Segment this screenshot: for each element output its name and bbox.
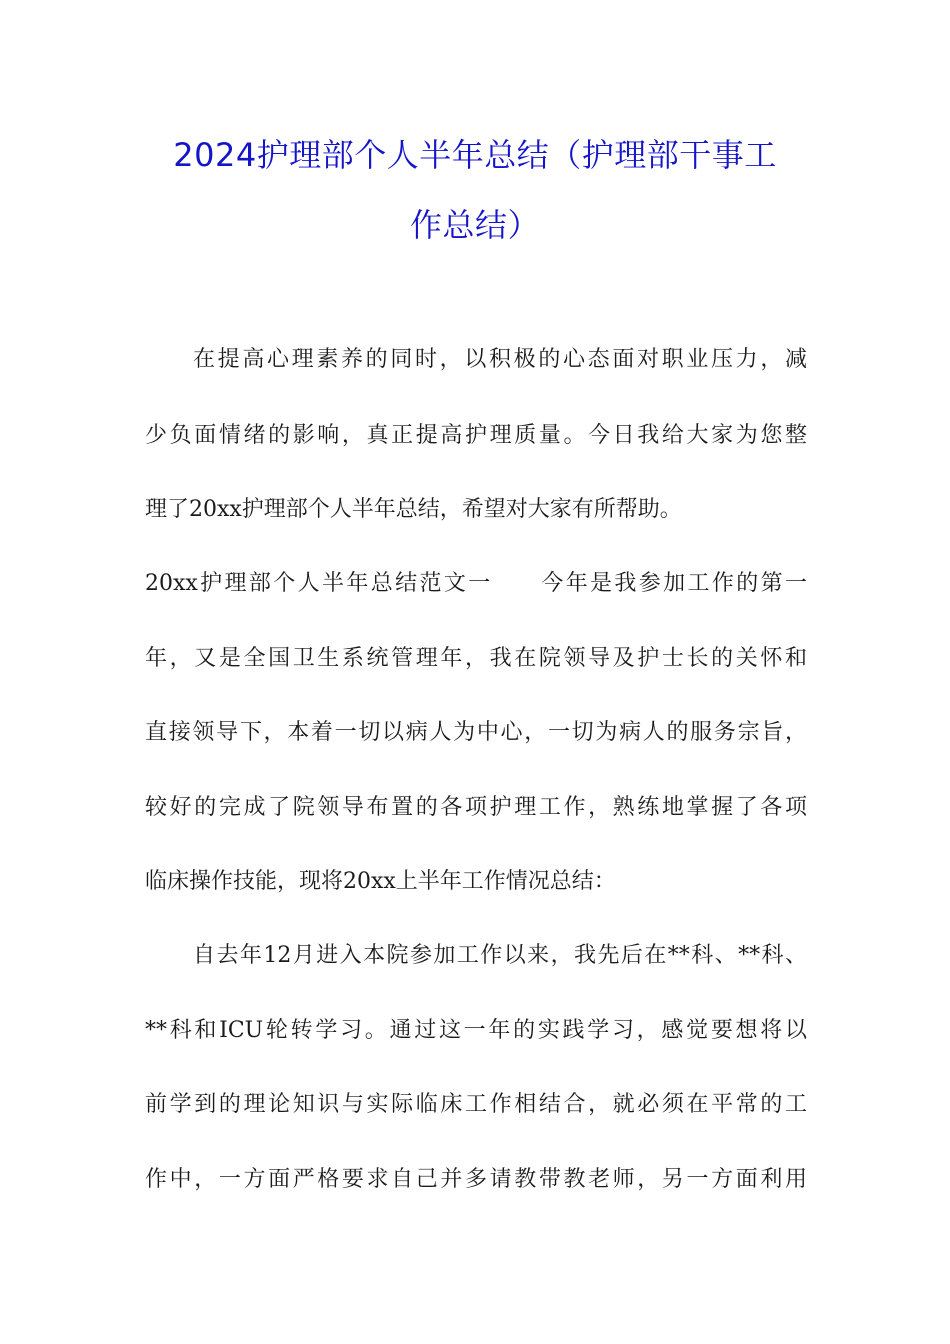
paragraph-2-line-3: 直接领导下，本着一切以病人为中心，一切为病人的服务宗旨，: [145, 720, 807, 745]
paragraph-1-line-3: 理了20xx护理部个人半年总结，希望对大家有所帮助。: [145, 497, 682, 522]
document-title-line-2: 作总结）: [409, 206, 540, 244]
paragraph-1-line-1: 在提高心理素养的同时，以积极的心态面对职业压力，减: [193, 347, 807, 372]
paragraph-2-line-4: 较好的完成了院领导布置的各项护理工作，熟练地掌握了各项: [145, 795, 807, 820]
paragraph-2-line-2: 年，又是全国卫生系统管理年，我在院领导及护士长的关怀和: [145, 646, 807, 671]
paragraph-3-line-2: **科和ICU轮转学习。通过这一年的实践学习，感觉要想将以: [145, 1018, 807, 1043]
paragraph-2-line-5: 临床操作技能，现将20xx上半年工作情况总结：: [145, 869, 616, 894]
paragraph-3-line-1: 自去年12月进入本院参加工作以来，我先后在**科、**科、: [193, 943, 807, 968]
paragraph-3-line-4: 作中，一方面严格要求自己并多请教带教老师，另一方面利用: [145, 1167, 807, 1192]
paragraph-1-line-2: 少负面情绪的影响，真正提高护理质量。今日我给大家为您整: [145, 423, 807, 448]
paragraph-2-line-1: 20xx护理部个人半年总结范文一 今年是我参加工作的第一: [145, 571, 807, 596]
paragraph-3-line-3: 前学到的理论知识与实际临床工作相结合，就必须在平常的工: [145, 1092, 807, 1117]
document-title-line-1: 2024护理部个人半年总结（护理部干事工: [173, 136, 777, 174]
